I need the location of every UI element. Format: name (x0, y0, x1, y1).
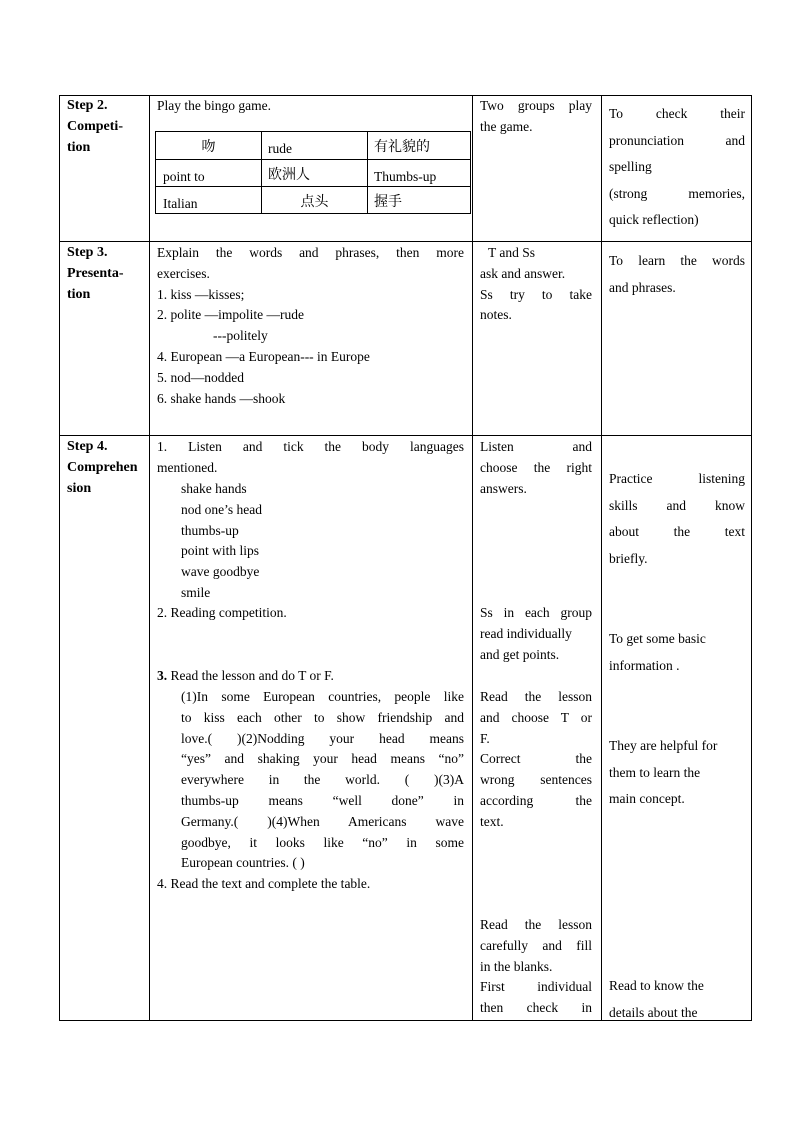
students-activity: T and Ss ask and answer. Ss try to take notes. (480, 245, 592, 323)
students-activity: Two groups play the game. (480, 98, 592, 134)
activity-item: 3. Read the lesson and do T or F. (157, 668, 334, 683)
list-item: shake hands (181, 481, 247, 496)
activity-item: 2. Reading competition. (157, 605, 287, 620)
true-false-questions: (1)In some European countries, people like to kiss each other to show friendship and love.( )(2)Nodding your head means “yes” and shaking your head means “no” everywhere in the world. ( )(3)A thumbs-up means “well done” in Germany.( )(4)When Americans wave goodbye, it looks like “no” in some European countries. ( ) (181, 689, 464, 871)
teaching-purpose: They are helpful for them to learn the main concept. (609, 738, 718, 806)
activity-text: 1. Listen and tick the body languages mentioned. (157, 439, 464, 475)
column-divider (601, 95, 602, 1021)
bingo-cell: 吻 (201, 139, 216, 155)
teaching-purpose: To check their pronunciation and spelling (strong memories, quick reflection) (609, 106, 745, 227)
bingo-cell: 握手 (374, 194, 402, 210)
step-label: Step 3. Presenta- tion (67, 245, 124, 302)
students-activity: Ss in each group read individually and get points. (480, 605, 592, 662)
teaching-purpose: Read to know the details about the (609, 978, 704, 1020)
step-label: Step 4. Comprehen sion (67, 439, 138, 496)
body-language-options (181, 479, 431, 604)
bingo-cell: point to (163, 169, 205, 184)
students-activity: Listen and choose the right answers. (480, 439, 592, 496)
bingo-cell: 点头 (300, 194, 329, 210)
bingo-cell: 欧洲人 (268, 167, 310, 183)
activity-item: 4. Read the text and complete the table. (157, 876, 371, 891)
students-activity: Read the lesson carefully and fill in the blanks. First individual then check in (480, 917, 592, 1016)
teaching-purpose: To get some basic information . (609, 631, 706, 673)
bingo-cell: Italian (163, 196, 198, 211)
bingo-cell: Thumbs-up (374, 169, 437, 184)
column-divider (472, 95, 473, 1021)
teaching-purpose: To learn the words and phrases. (609, 253, 745, 295)
row-divider (59, 241, 752, 242)
list-item: thumbs-up (181, 522, 239, 538)
list-item: smile (181, 584, 211, 600)
list-item: point with lips (181, 543, 260, 559)
bingo-cell: 有礼貌的 (374, 139, 430, 155)
students-activity: Read the lesson and choose T or F. Correct the wrong sentences according the text. (480, 689, 592, 829)
activity-text: Explain the words and phrases, then more exercises. 1. kiss —kisses; 2. polite —impolite —rude ---politely 4. European —a European--- in Europe 5. nod—nodded 6. shake hands —shook (157, 245, 464, 406)
step-label: Step 2. Competi- tion (67, 98, 123, 155)
teaching-purpose: Practice listening skills and know about the text briefly. (609, 471, 745, 566)
list-item: nod one’s head (181, 501, 262, 517)
activity-text: Play the bingo game. (157, 98, 271, 113)
column-divider (149, 95, 150, 1021)
row-divider (59, 435, 752, 436)
bingo-cell: rude (268, 141, 292, 156)
list-item: wave goodbye (181, 564, 260, 580)
